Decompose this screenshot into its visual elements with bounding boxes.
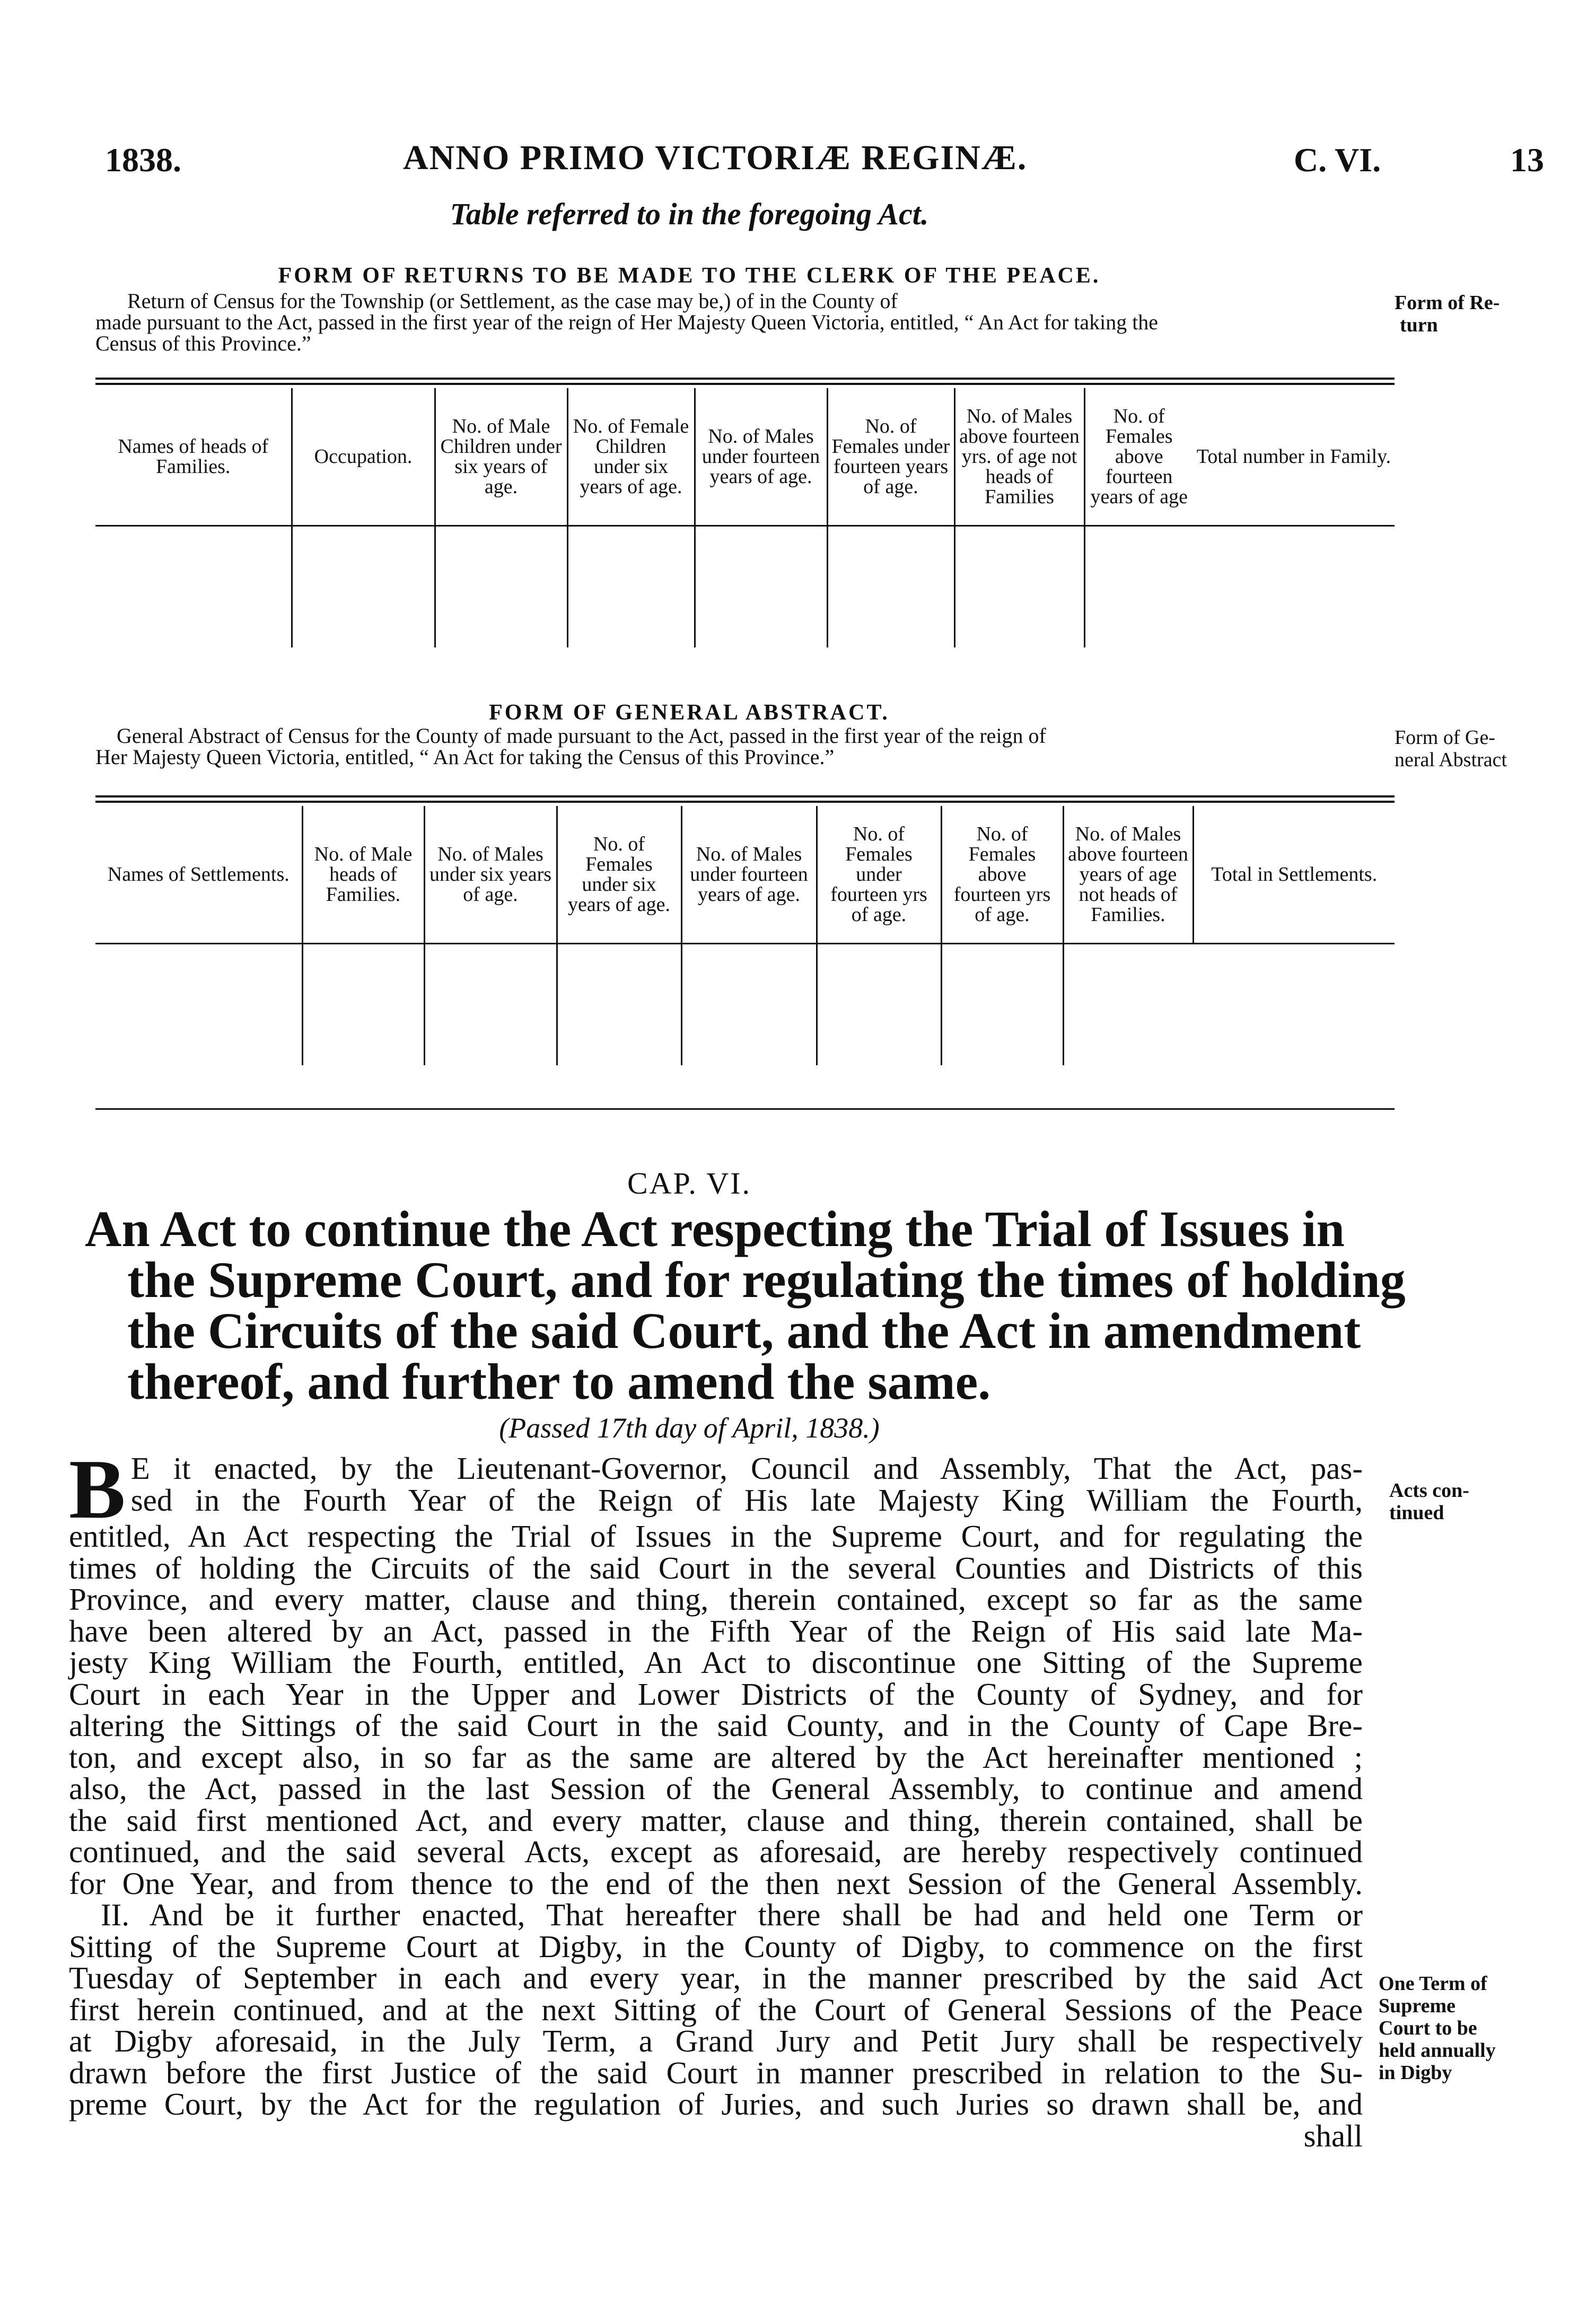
table-cell [941,944,1063,1066]
column-header: Names of Settlements. [95,806,302,944]
drop-cap: B [69,1442,126,1536]
body-line: Sitting of the Supreme Court at Digby, in the County of Digby, to commence on the first [69,1928,1363,1964]
margin-note-line: Acts con- [1389,1479,1469,1502]
table-cell [1193,526,1395,648]
returns-table-rule [95,378,1395,380]
returns-form-title: FORM OF RETURNS TO BE MADE TO THE CLERK OF THE PEACE. [278,264,1101,288]
table-cell [954,526,1084,648]
body-line: have been altered by an Act, passed in the Fifth Year of the Reign of His said late Ma- [69,1613,1363,1649]
margin-note-form-of-return [1395,292,1499,336]
body-line: the said first mentioned Act, and every matter, clause and thing, therein contained, shall be [69,1802,1363,1838]
body-line: also, the Act, passed in the last Session of the General Assembly, to continue and amend [69,1771,1363,1806]
body-line: drawn before the first Justice of the said Court in manner prescribed in relation to the Su- [69,2055,1363,2090]
table-cell [695,526,827,648]
act-title-line: the Circuits of the said Court, and the Act in amendment [127,1302,1361,1359]
abstract-header-row [95,806,1395,944]
catchword: shall [1303,2118,1363,2153]
table-cell [424,944,557,1066]
chapter-reference: C. VI. [1294,141,1381,179]
body-line: entitled, An Act respecting the Trial of Issues in the Supreme Court, and for regulating the [69,1519,1363,1554]
column-header: No. of Males above fourteen years of age not heads of Families. [1063,806,1193,944]
margin-note-acts-continued [1389,1479,1469,1524]
body-line: jesty King William the Fourth, entitled, An Act to discontinue one Sitting of the Supreme [69,1645,1363,1680]
margin-note-line: Court to be [1379,2017,1477,2039]
intro-line: Census of this Province.” [95,331,311,355]
column-header: No. of Males under fourteen years of age. [681,806,817,944]
table-cell [435,526,567,648]
column-header: Total in Settlements. [1193,806,1395,944]
column-header: No. of Male heads of Families. [302,806,424,944]
act-title [85,1200,1406,1410]
column-header: No. of Females under fourteen years of age. [827,388,954,526]
table-cell [1063,944,1193,1066]
header-year: 1838. [105,141,181,179]
body-line: ton, and except also, in so far as the same are altered by the Act hereinafter mentioned ; [69,1739,1363,1775]
running-title: ANNO PRIMO VICTORIÆ REGINÆ. [403,138,1028,177]
margin-note-line: turn [1400,314,1438,336]
margin-note-line: tinued [1389,1502,1444,1524]
abstract-form-title: FORM OF GENERAL ABSTRACT. [489,700,890,725]
body-line: sed in the Fourth Year of the Reign of His late Majesty King William the Fourth, [130,1482,1363,1518]
body-line: E it enacted, by the Lieutenant-Governor, Council and Assembly, That the Act, pas- [130,1451,1363,1486]
returns-header-row [95,388,1395,526]
table-cell [1193,944,1395,1066]
column-header: No. of Males under fourteen years of age. [695,388,827,526]
abstract-form-intro [95,725,1389,768]
body-line: for One Year, and from thence to the end of the then next Session of the General Assembly. [69,1865,1363,1901]
body-line: times of holding the Circuits of the said Court in the several Counties and Districts of this [69,1550,1363,1585]
margin-note-line: Form of Ge- [1395,726,1495,749]
intro-line: Return of Census for the Township (or Settlement, as the case may be,) of in the County of [127,289,898,313]
act-title-line: the Supreme Court, and for regulating the times of holding [127,1251,1406,1308]
column-header: No. of Females above fourteen years of age [1084,388,1193,526]
margin-note-line: One Term of [1379,1973,1487,1995]
column-header: No. of Females above fourteen yrs of age. [941,806,1063,944]
column-header: No. of Females under six years of age. [557,806,681,944]
intro-line: Her Majesty Queen Victoria, entitled, “ An Act for taking the Census of this Province.” [95,745,835,769]
column-header: No. of Males under six years of age. [424,806,557,944]
margin-note-form-of-general-abstract [1395,726,1507,771]
abstract-empty-row [95,944,1395,1066]
intro-line: made pursuant to the Act, passed in the first year of the reign of Her Majesty Queen Victoria, entitled, “ An Act for taking the [95,310,1159,334]
act-body [69,1442,1363,2153]
act-title-line: thereof, and further to amend the same. [127,1353,991,1410]
body-line: II. And be it further enacted, That hereafter there shall be had and held one Term or [101,1897,1363,1932]
body-line: continued, and the said several Acts, except as aforesaid, are hereby respectively continued [69,1834,1363,1869]
intro-line: General Abstract of Census for the County of made pursuant to the Act, passed in the first year of the reign of [117,724,1046,748]
column-header: No. of Females under fourteen yrs of age. [817,806,941,944]
table-cell [827,526,954,648]
table-cell [817,944,941,1066]
table-cell [292,526,435,648]
body-line: Court in each Year in the Upper and Lower Districts of the County of Sydney, and for [69,1676,1363,1712]
returns-table [95,388,1395,647]
margin-note-line: neral Abstract [1395,749,1507,771]
table-cell [95,526,292,648]
margin-note-line: Supreme [1379,1995,1455,2017]
abstract-table-rule [95,795,1395,797]
column-header: Occupation. [292,388,435,526]
returns-table-rule [95,383,1395,385]
body-line: preme Court, by the Act for the regulation of Juries, and such Juries so drawn shall be, and [69,2087,1363,2122]
chapter-heading: CAP. VI. [627,1166,752,1200]
margin-note-line: Form of Re- [1395,292,1500,314]
table-cell [557,944,681,1066]
act-title-line: An Act to continue the Act respecting the Trial of Issues in [85,1200,1345,1257]
abstract-table-rule [95,801,1395,803]
table-cell [681,944,817,1066]
table-cell [95,944,302,1066]
page-number: 13 [1510,141,1544,179]
returns-form-intro [95,291,1389,354]
abstract-table [95,806,1395,1065]
column-header: Total number in Family. [1193,388,1395,526]
body-line: first herein continued, and at the next Sitting of the Court of General Sessions of the Peace [69,1992,1363,2027]
body-line: altering the Sittings of the said Court in the said County, and in the County of Cape Bre- [69,1708,1363,1743]
body-line: at Digby aforesaid, in the July Term, a Grand Jury and Petit Jury shall be respectively [69,2023,1363,2058]
column-header: Names of heads of Families. [95,388,292,526]
column-header: No. of Male Children under six years of age. [435,388,567,526]
column-header: No. of Female Children under six years of age. [567,388,695,526]
body-line: Tuesday of September in each and every year, in the manner prescribed by the said Act [69,1960,1363,1995]
table-cell [302,944,424,1066]
margin-note-line: in Digby [1379,2062,1452,2084]
body-line: Province, and every matter, clause and thing, therein contained, except so far as the same [69,1582,1363,1617]
column-header: No. of Males above fourteen yrs. of age not heads of Families [954,388,1084,526]
table-cell [1084,526,1193,648]
passed-date: (Passed 17th day of April, 1838.) [499,1412,880,1444]
margin-note-line: held annually [1379,2039,1496,2062]
table-title: Table referred to in the foregoing Act. [450,197,929,231]
abstract-bottom-rule [95,1108,1395,1110]
table-cell [567,526,695,648]
margin-note-term-at-digby [1379,1973,1496,2084]
returns-empty-row [95,526,1395,648]
